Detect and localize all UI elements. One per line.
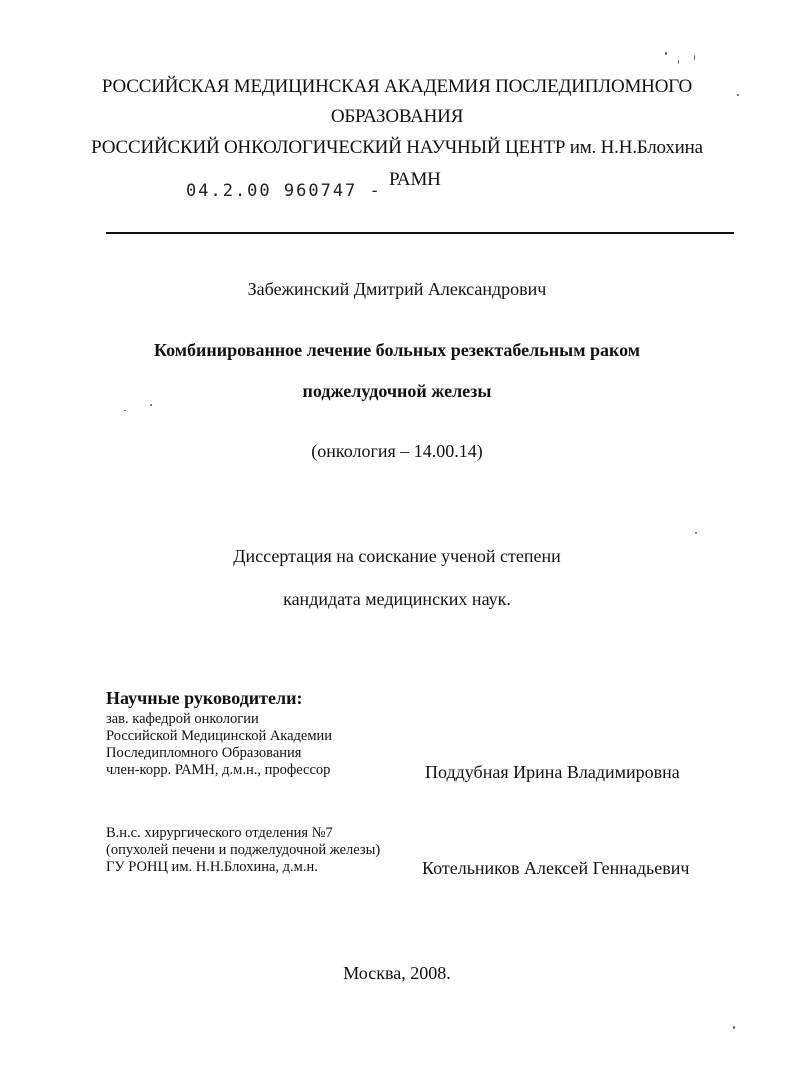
supervisor-2-name: Котельников Алексей Геннадьевич: [422, 858, 690, 878]
scan-speck: [124, 410, 126, 411]
header-line-ramn: РАМН: [389, 169, 441, 190]
scan-speck: [665, 52, 667, 55]
city-year: Москва, 2008.: [343, 963, 451, 983]
header-line-education: ОБРАЗОВАНИЯ: [330, 106, 464, 127]
author-name: Забежинский Дмитрий Александрович: [247, 279, 547, 299]
header-line-academy: РОССИЙСКАЯ МЕДИЦИНСКАЯ АКАДЕМИЯ ПОСЛЕДИПЛОМНОГО: [101, 76, 693, 97]
supervisor-2-line: (опухолей печени и поджелудочной железы): [106, 842, 381, 858]
supervisors-heading: Научные руководители:: [106, 688, 303, 708]
scan-speck: [694, 55, 695, 60]
supervisor-1-line: Российской Медицинской Академии: [106, 728, 333, 744]
supervisor-1-line: Последипломного Образования: [106, 745, 302, 761]
scan-speck: [678, 60, 679, 64]
scan-speck: [150, 404, 152, 406]
scan-speck: [737, 94, 739, 96]
thesis-title-line1: Комбинированное лечение больных резектабельным раком: [153, 340, 641, 360]
supervisor-1-line: член-корр. РАМН, д.м.н., профессор: [106, 762, 331, 778]
specialty-code: (онкология – 14.00.14): [311, 441, 483, 461]
thesis-title-line2: поджелудочной железы: [302, 381, 492, 401]
scan-speck: [695, 532, 697, 534]
supervisor-2-line: ГУ РОНЦ им. Н.Н.Блохина, д.м.н.: [106, 859, 318, 875]
dissertation-line1: Диссертация на соискание ученой степени: [233, 546, 561, 566]
scan-speck: [733, 1026, 735, 1029]
supervisor-2-credentials: [106, 825, 380, 876]
header-line-center: РОССИЙСКИЙ ОНКОЛОГИЧЕСКИЙ НАУЧНЫЙ ЦЕНТР им. Н.Н.Блохина: [91, 137, 703, 158]
header-divider: [106, 232, 734, 234]
dissertation-line2: кандидата медицинских наук.: [283, 589, 511, 609]
supervisor-1-name: Поддубная Ирина Владимировна: [425, 762, 680, 782]
supervisor-2-line: В.н.с. хирургического отделения №7: [106, 825, 333, 841]
supervisor-1-line: зав. кафедрой онкологии: [106, 711, 259, 727]
supervisor-1-credentials: [106, 711, 332, 779]
stamp-number: 04.2.00 960747 -: [186, 181, 382, 201]
